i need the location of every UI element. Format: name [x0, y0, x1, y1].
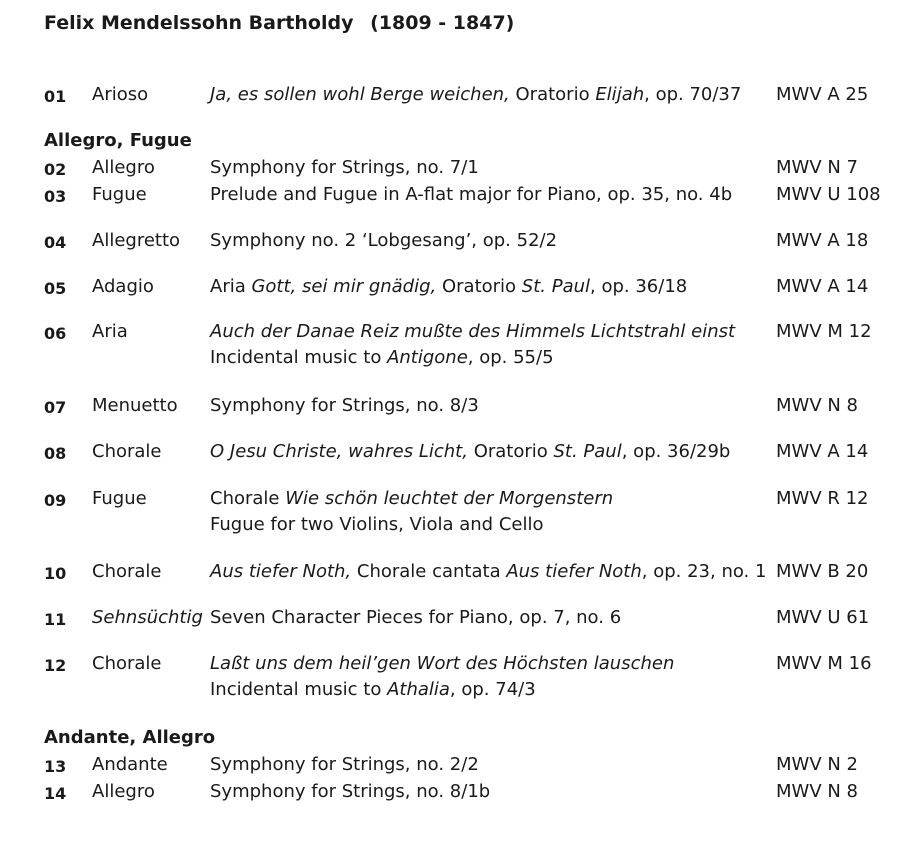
- track-catalogue: MWV A 14: [776, 276, 869, 297]
- track-number: 08: [44, 444, 67, 463]
- track-tempo: Allegro: [92, 781, 155, 802]
- track-number: 13: [44, 757, 67, 776]
- track-catalogue: MWV N 7: [776, 157, 859, 178]
- track-work: Symphony for Strings, no. 7/1: [210, 157, 479, 178]
- track-catalogue: MWV M 16: [776, 653, 872, 674]
- page-header: [44, 12, 514, 34]
- composer-dates: (1809 - 1847): [370, 12, 515, 34]
- track-number: 06: [44, 324, 67, 343]
- composer-name: Felix Mendelssohn Bartholdy: [44, 12, 354, 34]
- track-tempo: Chorale: [92, 441, 162, 462]
- track-catalogue: MWV U 108: [776, 184, 881, 205]
- track-work: Auch der Danae Reiz mußte des Himmels Lichtstrahl einst Incidental music to Antigone, op. 55/5: [210, 321, 736, 368]
- track-work: Aus tiefer Noth, Chorale cantata Aus tiefer Noth, op. 23, no. 1: [210, 561, 767, 582]
- track-tempo: Sehnsüchtig: [92, 607, 203, 628]
- track-tempo: Allegro: [92, 157, 155, 178]
- track-work: Symphony for Strings, no. 2/2: [210, 754, 479, 775]
- track-row: [0, 653, 914, 707]
- track-row: [0, 488, 914, 542]
- track-catalogue: MWV R 12: [776, 488, 869, 509]
- track-tempo: Aria: [92, 321, 128, 342]
- track-work: Laßt uns dem heil’gen Wort des Höchsten lauschen Incidental music to Athalia, op. 74/3: [210, 653, 675, 700]
- track-work: Ja, es sollen wohl Berge weichen, Oratorio Elijah, op. 70/37: [210, 84, 742, 105]
- track-tempo: Arioso: [92, 84, 149, 105]
- track-row: [0, 321, 914, 375]
- track-catalogue: MWV U 61: [776, 607, 870, 628]
- track-number: 14: [44, 784, 67, 803]
- track-row: [0, 781, 914, 835]
- track-work: Symphony for Strings, no. 8/1b: [210, 781, 491, 802]
- track-tempo: Allegretto: [92, 230, 181, 251]
- track-number: 09: [44, 491, 67, 510]
- track-catalogue: MWV N 8: [776, 395, 859, 416]
- track-tempo: Menuetto: [92, 395, 178, 416]
- track-catalogue: MWV N 2: [776, 754, 859, 775]
- track-work: Seven Character Pieces for Piano, op. 7, no. 6: [210, 607, 622, 628]
- track-work: Symphony no. 2 ‘Lobgesang’, op. 52/2: [210, 230, 558, 251]
- track-tempo: Fugue: [92, 184, 147, 205]
- track-number: 10: [44, 564, 67, 583]
- track-work: Prelude and Fugue in A-flat major for Piano, op. 35, no. 4b: [210, 184, 733, 205]
- track-work: O Jesu Christe, wahres Licht, Oratorio St. Paul, op. 36/29b: [210, 441, 731, 462]
- track-number: 04: [44, 233, 67, 252]
- track-number: 05: [44, 279, 67, 298]
- section-heading: Andante, Allegro: [44, 727, 216, 748]
- track-tempo: Fugue: [92, 488, 147, 509]
- track-work: Aria Gott, sei mir gnädig, Oratorio St. Paul, op. 36/18: [210, 276, 688, 297]
- track-tempo: Andante: [92, 754, 168, 775]
- track-number: 12: [44, 656, 67, 675]
- track-catalogue: MWV B 20: [776, 561, 869, 582]
- track-catalogue: MWV M 12: [776, 321, 872, 342]
- track-row: [0, 441, 914, 495]
- track-number: 03: [44, 187, 67, 206]
- track-catalogue: MWV A 18: [776, 230, 869, 251]
- section-heading: Allegro, Fugue: [44, 130, 192, 151]
- track-tempo: Chorale: [92, 561, 162, 582]
- track-number: 11: [44, 610, 67, 629]
- track-work: Chorale Wie schön leuchtet der Morgenstern Fugue for two Violins, Viola and Cello: [210, 488, 614, 535]
- track-catalogue: MWV A 14: [776, 441, 869, 462]
- track-work: Symphony for Strings, no. 8/3: [210, 395, 479, 416]
- track-tempo: Chorale: [92, 653, 162, 674]
- track-catalogue: MWV A 25: [776, 84, 869, 105]
- track-number: 02: [44, 160, 67, 179]
- track-tempo: Adagio: [92, 276, 154, 297]
- track-catalogue: MWV N 8: [776, 781, 859, 802]
- track-number: 07: [44, 398, 67, 417]
- track-number: 01: [44, 87, 67, 106]
